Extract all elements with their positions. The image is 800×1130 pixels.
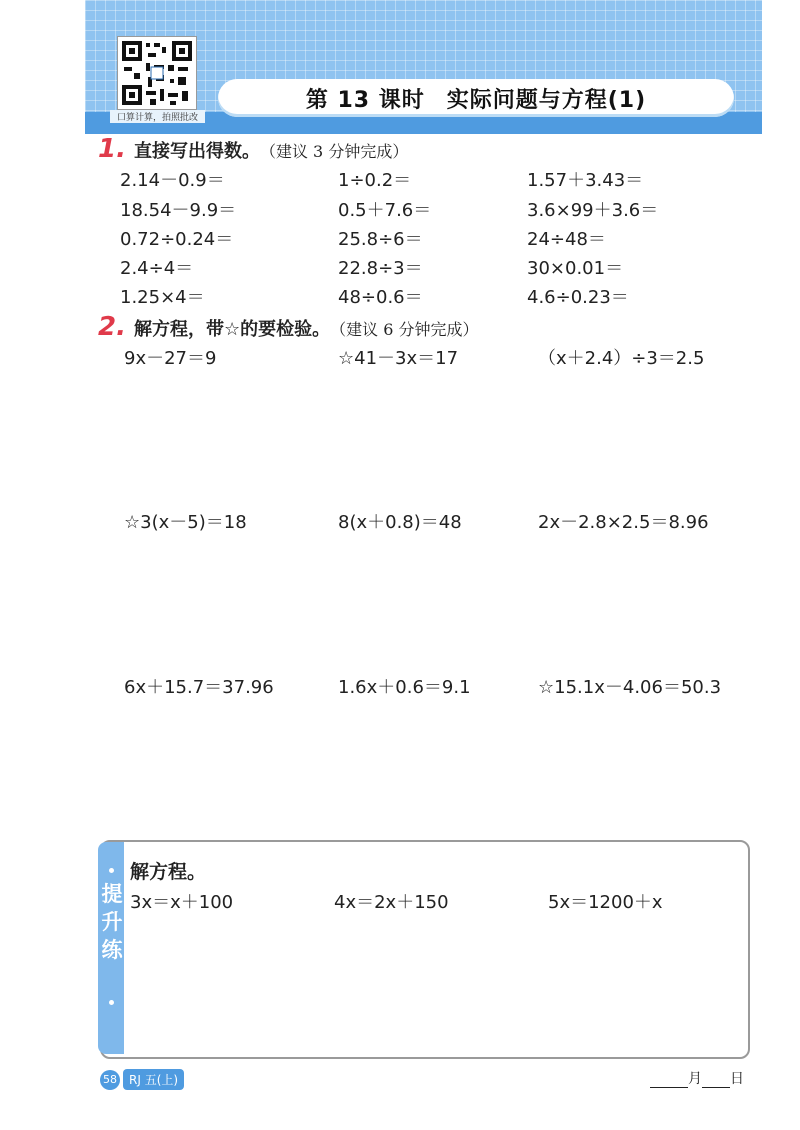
improvement-tab-label: 提升练: [101, 882, 123, 962]
page-number: 58: [100, 1070, 120, 1090]
equation-item: （x＋2.4）÷3＝2.5: [538, 348, 705, 369]
equation-item: 1.6x＋0.6＝9.1: [338, 677, 471, 698]
day-label: 日: [730, 1071, 744, 1087]
calc-item: 3.6×99＋3.6＝: [527, 200, 659, 221]
calc-item: 0.5＋7.6＝: [338, 200, 432, 221]
qr-code-icon: [117, 36, 197, 110]
section-1-heading: [98, 134, 408, 164]
calc-item: 0.72÷0.24＝: [120, 229, 234, 250]
equation-item: 9x－27＝9: [124, 348, 217, 369]
calc-item: 1÷0.2＝: [338, 170, 412, 191]
section-1-number: 1.: [98, 134, 126, 164]
tab-dot-icon: [109, 1000, 114, 1005]
calc-item: 2.14－0.9＝: [120, 170, 225, 191]
calc-item: 48÷0.6＝: [338, 287, 423, 308]
page-footer: [100, 1069, 184, 1090]
section-1-title: 直接写出得数。: [133, 141, 260, 162]
equation-item: 2x－2.8×2.5＝8.96: [538, 512, 709, 533]
section-2-note: （建议 6 分钟完成）: [330, 320, 479, 339]
section-2-number: 2.: [98, 312, 126, 342]
section-2-heading: [98, 312, 478, 342]
date-field: [650, 1068, 744, 1088]
calc-item: 4.6÷0.23＝: [527, 287, 629, 308]
equation-item: 8(x＋0.8)＝48: [338, 512, 462, 533]
lesson-title-bar: [218, 79, 734, 117]
calc-item: 30×0.01＝: [527, 258, 624, 279]
equation-item: ☆3(x－5)＝18: [124, 512, 247, 533]
calc-item: 2.4÷4＝: [120, 258, 194, 279]
calc-item: 22.8÷3＝: [338, 258, 423, 279]
section-2-title: 解方程，带☆的要检验。: [133, 319, 331, 340]
equation-item: 4x＝2x＋150: [334, 892, 449, 913]
month-label: 月: [688, 1071, 702, 1087]
improvement-title: 解方程。: [130, 861, 207, 883]
grade-label: RJ 五(上): [123, 1069, 184, 1090]
tab-dot-icon: [109, 868, 114, 873]
calc-item: 1.57＋3.43＝: [527, 170, 644, 191]
month-blank: [650, 1073, 688, 1088]
lesson-number: 第 13 课时: [305, 87, 425, 113]
qr-caption: 口算计算，拍照批改: [110, 110, 205, 123]
equation-item: ☆41－3x＝17: [338, 348, 459, 369]
equation-item: 3x＝x＋100: [130, 892, 234, 913]
equation-item: 5x＝1200＋x: [548, 892, 663, 913]
calc-item: 1.25×4＝: [120, 287, 205, 308]
page-title: 实际问题与方程(1): [446, 87, 647, 113]
calc-item: 25.8÷6＝: [338, 229, 423, 250]
calc-item: 18.54－9.9＝: [120, 200, 237, 221]
calc-item: 24÷48＝: [527, 229, 606, 250]
section-1-note: （建议 3 分钟完成）: [259, 142, 409, 161]
equation-item: 6x＋15.7＝37.96: [124, 677, 274, 698]
equation-item: ☆15.1x－4.06＝50.3: [538, 677, 722, 698]
day-blank: [702, 1073, 730, 1088]
